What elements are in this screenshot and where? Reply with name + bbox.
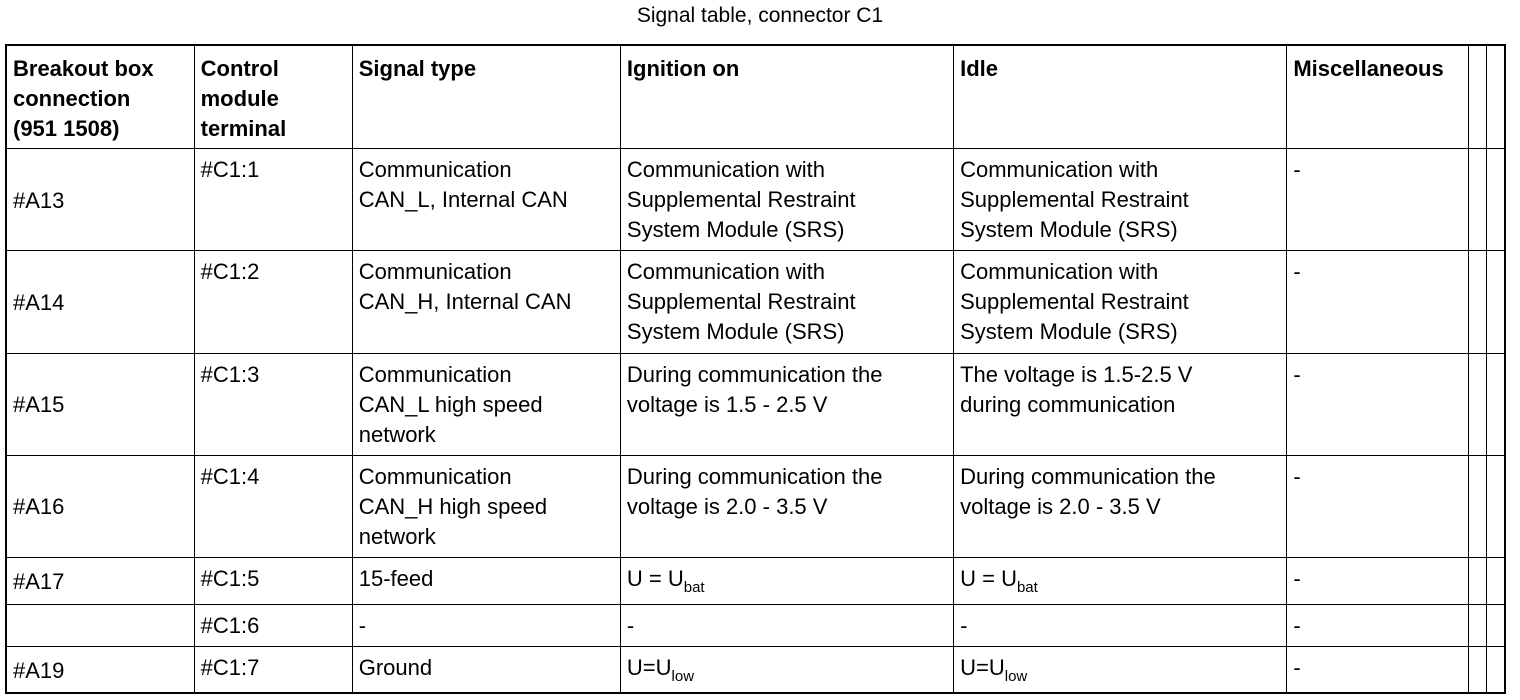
signal-type-cell: -	[352, 605, 620, 647]
header-blank-column-2	[1487, 45, 1505, 149]
blank-cell	[1469, 353, 1487, 455]
misc-cell: -	[1287, 605, 1469, 647]
signal-type-cell: Communication CAN_L, Internal CAN	[352, 149, 620, 251]
header-miscellaneous: Miscellaneous	[1287, 45, 1469, 149]
table-row	[6, 149, 1505, 251]
table-row	[6, 353, 1505, 455]
ignition-on-cell: During communication the voltage is 1.5 - 2.5 V	[620, 353, 953, 455]
breakout-cell: #A19	[6, 647, 194, 693]
breakout-cell: #A14	[6, 251, 194, 353]
signal-type-cell: Communication CAN_H, Internal CAN	[352, 251, 620, 353]
ignition-on-cell: $U = U_{bat}$	[620, 558, 953, 605]
misc-cell: -	[1287, 353, 1469, 455]
terminal-cell: #C1:2	[194, 251, 352, 353]
idle-cell: $U=U_{low}$	[954, 647, 1287, 693]
subscript: bat	[683, 579, 705, 597]
subscript: bat	[1016, 579, 1038, 597]
idle-cell: The voltage is 1.5-2.5 V during communication	[954, 353, 1287, 455]
idle-cell: $U = U_{bat}$	[954, 558, 1287, 605]
blank-cell	[1487, 558, 1505, 605]
header-control-module-terminal: Control module terminal	[194, 45, 352, 149]
blank-cell	[1487, 251, 1505, 353]
table-row	[6, 251, 1505, 353]
blank-cell	[1469, 558, 1487, 605]
blank-cell	[1469, 251, 1487, 353]
signal-type-cell: Communication CAN_H high speed network	[352, 455, 620, 557]
blank-cell	[1469, 605, 1487, 647]
terminal-cell: #C1:1	[194, 149, 352, 251]
breakout-cell: #A17	[6, 558, 194, 605]
table-row	[6, 605, 1505, 647]
signal-type-cell: 15-feed	[352, 558, 620, 605]
breakout-cell	[6, 605, 194, 647]
header-blank-column-1	[1469, 45, 1487, 149]
blank-cell	[1469, 455, 1487, 557]
breakout-cell: #A16	[6, 455, 194, 557]
signal-table	[5, 44, 1506, 694]
ignition-on-cell: Communication with Supplemental Restraint System Module (SRS)	[620, 251, 953, 353]
subscript: low	[671, 668, 695, 686]
breakout-cell: #A15	[6, 353, 194, 455]
terminal-cell: #C1:3	[194, 353, 352, 455]
blank-cell	[1487, 647, 1505, 693]
subscript: low	[1004, 668, 1028, 686]
blank-cell	[1487, 605, 1505, 647]
blank-cell	[1469, 149, 1487, 251]
breakout-cell: #A13	[6, 149, 194, 251]
blank-cell	[1487, 149, 1505, 251]
ignition-on-cell: -	[620, 605, 953, 647]
table-row	[6, 455, 1505, 557]
header-idle: Idle	[954, 45, 1287, 149]
signal-type-cell: Ground	[352, 647, 620, 693]
signal-type-cell: Communication CAN_L high speed network	[352, 353, 620, 455]
terminal-cell: #C1:6	[194, 605, 352, 647]
header-breakout-box-connection: Breakout box connection (951 1508)	[6, 45, 194, 149]
terminal-cell: #C1:5	[194, 558, 352, 605]
idle-cell: During communication the voltage is 2.0 - 3.5 V	[954, 455, 1287, 557]
idle-cell: Communication with Supplemental Restraint System Module (SRS)	[954, 251, 1287, 353]
idle-cell: Communication with Supplemental Restraint System Module (SRS)	[954, 149, 1287, 251]
terminal-cell: #C1:7	[194, 647, 352, 693]
table-row	[6, 647, 1505, 693]
ignition-on-cell: $U=U_{low}$	[620, 647, 953, 693]
blank-cell	[1487, 455, 1505, 557]
misc-cell: -	[1287, 558, 1469, 605]
header-row	[6, 45, 1505, 149]
ignition-on-cell: During communication the voltage is 2.0 - 3.5 V	[620, 455, 953, 557]
blank-cell	[1487, 353, 1505, 455]
misc-cell: -	[1287, 647, 1469, 693]
table-row	[6, 558, 1505, 605]
misc-cell: -	[1287, 149, 1469, 251]
idle-cell: -	[954, 605, 1287, 647]
header-ignition-on: Ignition on	[620, 45, 953, 149]
misc-cell: -	[1287, 251, 1469, 353]
blank-cell	[1469, 647, 1487, 693]
ignition-on-cell: Communication with Supplemental Restraint System Module (SRS)	[620, 149, 953, 251]
terminal-cell: #C1:4	[194, 455, 352, 557]
table-caption: Signal table, connector C1	[636, 4, 884, 27]
header-signal-type: Signal type	[352, 45, 620, 149]
misc-cell: -	[1287, 455, 1469, 557]
